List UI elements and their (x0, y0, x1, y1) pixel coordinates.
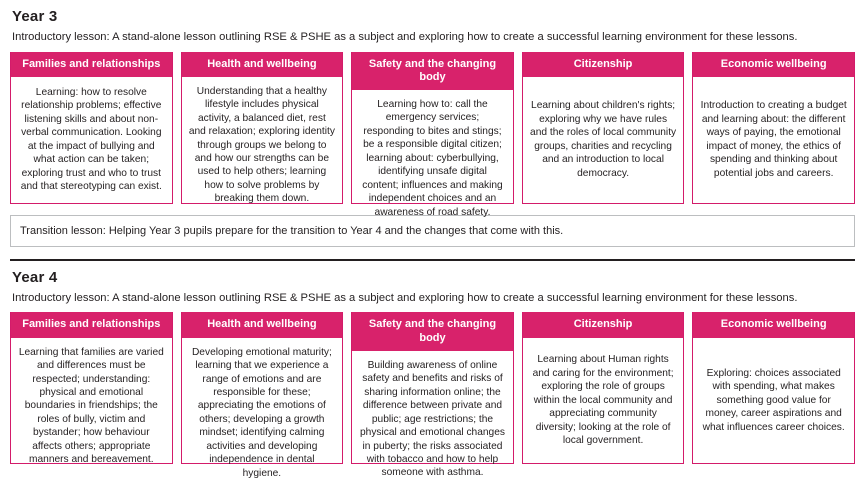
subject-card-families-and-relationships (10, 52, 173, 204)
curriculum-overview-page (0, 8, 865, 497)
card-header: Health and wellbeing (182, 52, 343, 77)
card-header: Health and wellbeing (182, 312, 343, 337)
year-title: Year 3 (12, 8, 58, 25)
card-body-text: Learning that families are varied and differences must be respected; understanding: physical and emotional boundaries in friendships; the roles of bully, victim and bystander; how behaviour affects others; appropriate manners and bereavement. (18, 346, 164, 466)
transition-lesson-text: Transition lesson: Helping Year 3 pupils prepare for the transition to Year 4 and the changes that come with this. (20, 224, 564, 237)
card-body (523, 338, 684, 464)
subject-card-health-and-wellbeing (181, 312, 344, 479)
card-header: Families and relationships (11, 312, 172, 337)
card-body-text: Developing emotional maturity; learning that we experience a range of emotions and are responsible for these; appreciating the emotions of others; developing a growth mindset; identifying calming activities and developing independence in dental hygiene. (191, 346, 332, 479)
card-body-text: Learning: how to resolve relationship problems; effective listening skills and about non-verbal communication. Looking at the impact of bullying and what action can be taken; exploring trust and who to trust and that stereotyping can exist. (20, 86, 162, 193)
card-header: Safety and the changing body (352, 52, 513, 90)
card-body-text: Introduction to creating a budget and learning about: the different ways of paying, the emotional impact of money, the ethics of spending and thinking about potential jobs and careers. (700, 100, 847, 179)
subject-card-safety-and-the-changing-body (351, 52, 514, 218)
subject-card-citizenship (522, 312, 685, 464)
card-body-text: Understanding that a healthy lifestyle includes physical activity, a balanced diet, rest and relaxation; exploring identity through groups we belong to and how our strengths can be used to help others; learning how to solve problems by breaking them down. (188, 85, 335, 205)
card-body-text: Learning about Human rights and caring for the environment; exploring the role of groups within the local community and appreciating community diversity; looking at the role of local government. (532, 354, 674, 447)
subject-card-safety-and-the-changing-body (351, 312, 514, 479)
subject-card-families-and-relationships (10, 312, 173, 464)
card-body-text: Learning about children's rights; exploring why we have rules and the roles of local community groups, charities and recycling and an introduction to local democracy. (530, 100, 677, 179)
introductory-lesson-text: Introductory lesson: A stand-alone lesson outlining RSE & PSHE as a subject and exploring how to create a successful learning environment for these lessons. (12, 31, 798, 43)
subject-cards-row-year-4 (8, 312, 857, 479)
card-body (352, 351, 513, 488)
card-body (352, 90, 513, 227)
card-header: Safety and the changing body (352, 312, 513, 350)
card-body-text: Exploring: choices associated with spending, what makes something good value for money, career aspirations and what influences career choices. (702, 367, 845, 433)
card-header: Economic wellbeing (693, 312, 854, 337)
year-title: Year 4 (12, 268, 58, 286)
subject-cards-row-year-3 (8, 52, 857, 218)
card-header: Families and relationships (11, 52, 172, 77)
subject-card-economic-wellbeing (692, 52, 855, 204)
card-body (11, 77, 172, 203)
card-body (182, 77, 343, 214)
section-year-3 (8, 8, 857, 247)
section-year-4 (8, 268, 857, 479)
introductory-lesson-text: Introductory lesson: A stand-alone lesson outlining RSE & PSHE as a subject and exploring how to create a successful learning environment for these lessons. (12, 291, 798, 304)
card-body (523, 77, 684, 203)
card-header: Citizenship (523, 312, 684, 337)
subject-card-economic-wellbeing (692, 312, 855, 464)
card-body-text: Learning how to: call the emergency services; responding to bites and stings; be a responsible digital citizen; learning about: cyberbullying, identifying unsafe digital content; influences and making independent choices and an awareness of road safety. (362, 98, 503, 218)
card-header: Economic wellbeing (693, 52, 854, 77)
subject-card-citizenship (522, 52, 685, 204)
card-body-text: Building awareness of online safety and benefits and risks of sharing information online; the difference between private and public; age restrictions; the physical and emotional changes in puberty; the risks associated with tobacco and how to help someone with asthma. (359, 359, 505, 479)
card-body (693, 77, 854, 203)
subject-card-health-and-wellbeing (181, 52, 344, 204)
section-divider (10, 259, 855, 261)
card-body (182, 338, 343, 489)
card-header: Citizenship (523, 52, 684, 77)
card-body (693, 338, 854, 464)
card-body (11, 338, 172, 475)
